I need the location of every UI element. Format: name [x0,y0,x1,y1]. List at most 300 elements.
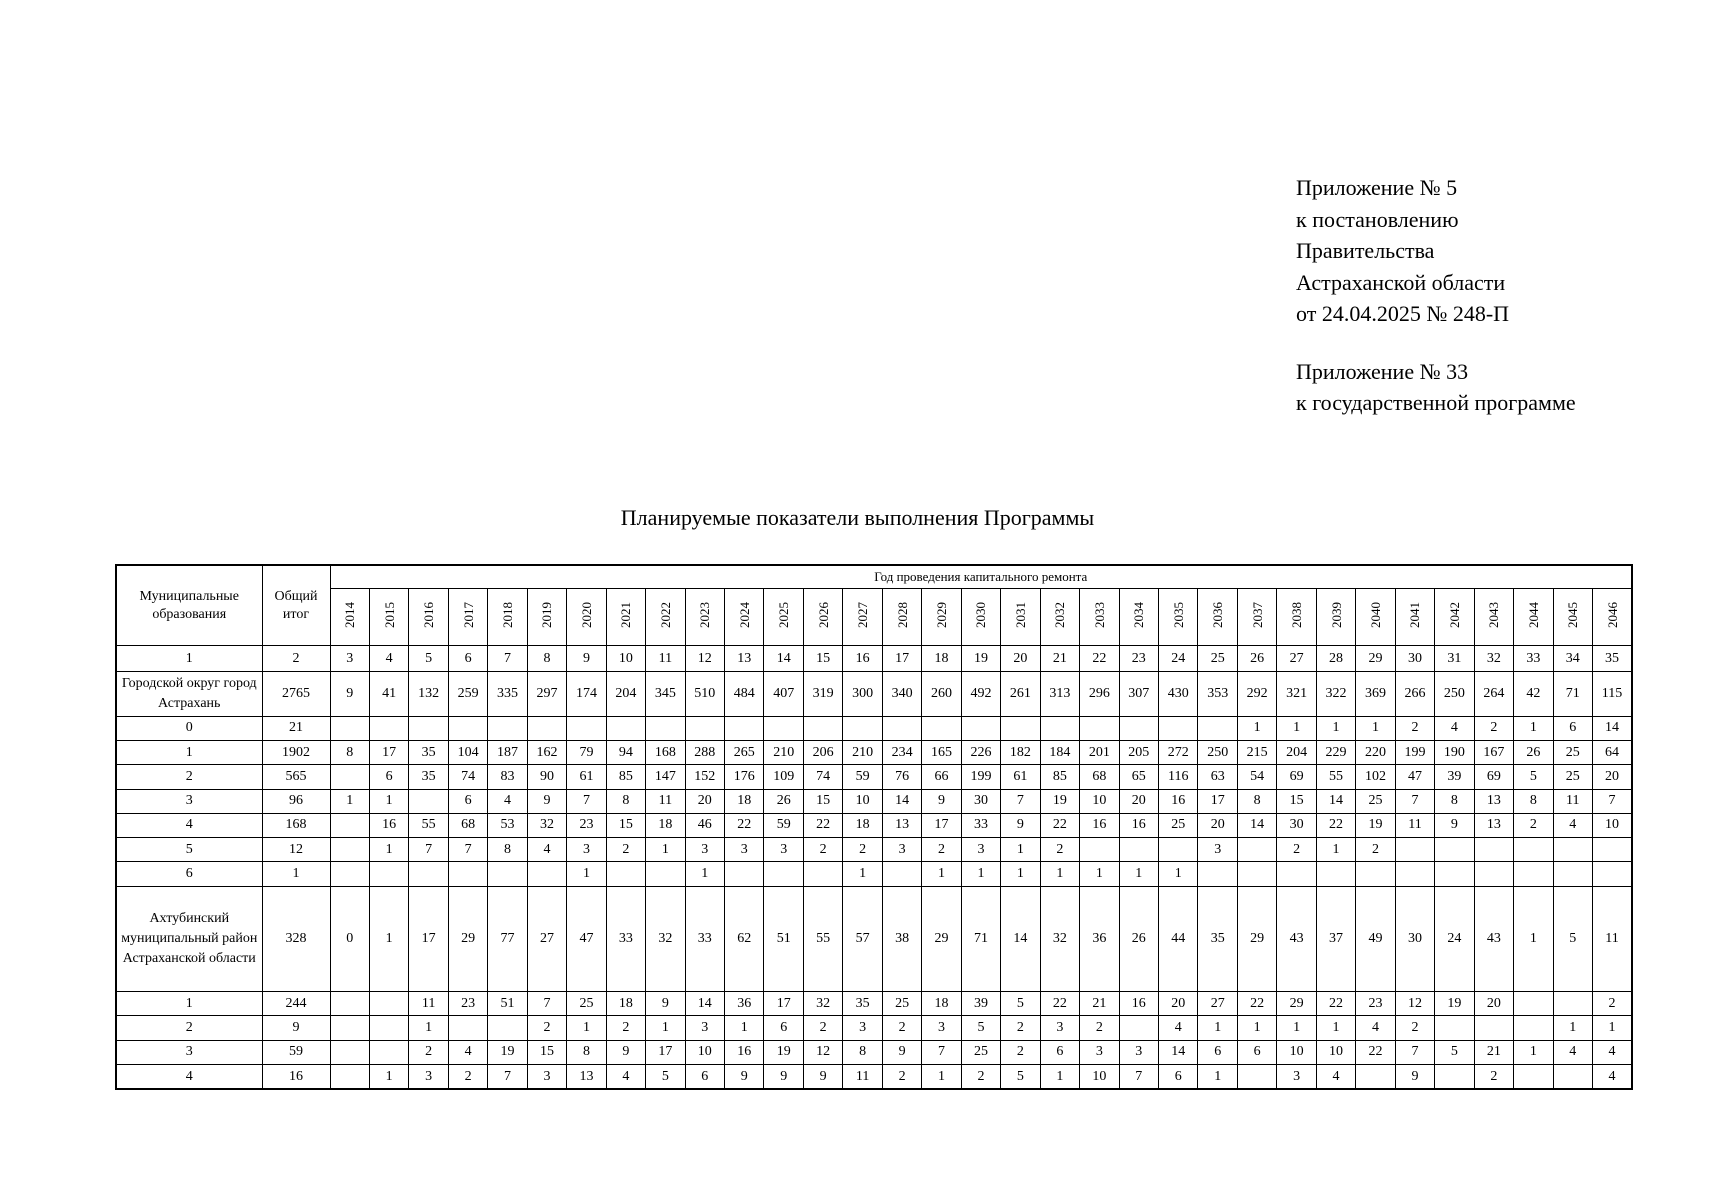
year-value-cell: 353 [1198,672,1237,717]
year-header-cell [1040,589,1079,646]
year-value-cell: 22 [725,813,764,837]
year-value-cell: 1 [1316,838,1355,862]
year-label: 2030 [973,601,989,628]
indicators-table [115,564,1633,1090]
year-value-cell: 2 [1395,716,1434,740]
year-value-cell: 1 [1159,862,1198,886]
year-value-cell [448,1016,487,1040]
year-value-cell: 20 [1474,992,1513,1016]
year-value-cell: 296 [1080,672,1119,717]
year-value-cell: 1 [922,1065,961,1089]
year-value-cell: 16 [369,813,408,837]
year-value-cell [685,716,724,740]
year-value-cell: 2 [1395,1016,1434,1040]
year-value-cell: 74 [448,765,487,789]
column-number-cell: 22 [1080,646,1119,672]
year-value-cell: 1 [1514,1040,1553,1064]
year-value-cell: 15 [803,789,842,813]
year-value-cell: 6 [1159,1065,1198,1089]
year-value-cell: 210 [843,740,882,764]
year-value-cell: 27 [1198,992,1237,1016]
year-value-cell: 22 [1237,992,1276,1016]
year-value-cell: 15 [527,1040,566,1064]
year-value-cell: 3 [725,838,764,862]
year-value-cell: 1 [1593,1016,1633,1040]
year-value-cell: 8 [567,1040,606,1064]
row-total: 565 [262,765,330,789]
year-value-cell: 20 [1119,789,1158,813]
year-value-cell: 260 [922,672,961,717]
year-value-cell: 8 [1435,789,1474,813]
year-value-cell: 1 [1514,886,1553,991]
table-row [116,1065,1632,1089]
year-value-cell: 32 [646,886,685,991]
year-value-cell: 6 [1198,1040,1237,1064]
municipality-total-row [116,672,1632,717]
header-gap [1296,330,1576,356]
year-value-cell: 41 [369,672,408,717]
year-value-cell: 2 [961,1065,1000,1089]
year-value-cell: 7 [448,838,487,862]
year-value-cell: 8 [488,838,527,862]
year-value-cell [330,862,369,886]
municipality-header: Муниципальные образования [116,565,262,646]
year-value-cell: 1 [1001,838,1040,862]
year-header-cell [369,589,408,646]
year-value-cell: 17 [764,992,803,1016]
column-number-cell: 35 [1593,646,1633,672]
year-value-cell [1514,838,1553,862]
year-value-cell: 2 [1356,838,1395,862]
year-value-cell [1435,862,1474,886]
year-value-cell: 201 [1080,740,1119,764]
column-number-cell: 14 [764,646,803,672]
year-value-cell: 30 [961,789,1000,813]
year-value-cell: 7 [527,992,566,1016]
table-row [116,813,1632,837]
year-value-cell [646,862,685,886]
year-value-cell: 4 [488,789,527,813]
year-value-cell: 6 [1237,1040,1276,1064]
year-value-cell: 14 [882,789,921,813]
year-value-cell: 0 [330,886,369,991]
year-value-cell: 32 [527,813,566,837]
year-header-cell [1356,589,1395,646]
year-header-cell [488,589,527,646]
column-number-cell: 29 [1356,646,1395,672]
year-value-cell: 25 [882,992,921,1016]
year-value-cell: 1 [1316,716,1355,740]
year-value-cell: 55 [803,886,842,991]
year-header-cell [1119,589,1158,646]
year-value-cell [1001,716,1040,740]
year-value-cell [1198,716,1237,740]
year-value-cell [330,765,369,789]
year-value-cell: 17 [1198,789,1237,813]
year-value-cell [725,716,764,740]
year-value-cell: 3 [882,838,921,862]
year-value-cell: 176 [725,765,764,789]
year-value-cell: 25 [961,1040,1000,1064]
year-value-cell [1435,1065,1474,1089]
year-value-cell: 2 [1277,838,1316,862]
column-number-cell: 16 [843,646,882,672]
year-value-cell: 1 [1198,1065,1237,1089]
year-value-cell [1553,838,1592,862]
year-header-cell [527,589,566,646]
year-value-cell: 35 [409,765,448,789]
year-value-cell: 2 [527,1016,566,1040]
year-label: 2026 [815,601,831,628]
row-total: 16 [262,1065,330,1089]
year-value-cell: 22 [1316,813,1355,837]
year-value-cell: 220 [1356,740,1395,764]
year-label: 2042 [1446,601,1462,628]
year-value-cell: 27 [527,886,566,991]
year-value-cell: 264 [1474,672,1513,717]
year-value-cell: 2 [1514,813,1553,837]
table-row [116,716,1632,740]
year-header-cell [922,589,961,646]
year-value-cell: 4 [1553,1040,1592,1064]
table-row [116,862,1632,886]
document-title: Планируемые показатели выполнения Программы [620,505,1095,530]
year-value-cell [1119,1016,1158,1040]
year-value-cell: 1 [1001,862,1040,886]
year-value-cell: 4 [1356,1016,1395,1040]
year-value-cell: 1 [1553,1016,1592,1040]
year-value-cell: 2 [882,1016,921,1040]
year-value-cell: 1 [567,862,606,886]
column-number-cell: 33 [1514,646,1553,672]
year-header-cell [567,589,606,646]
row-total: 9 [262,1016,330,1040]
year-value-cell: 12 [1395,992,1434,1016]
column-number-cell: 17 [882,646,921,672]
year-value-cell: 2 [1080,1016,1119,1040]
year-value-cell: 3 [922,1016,961,1040]
row-label: 1 [116,740,262,764]
row-total: 1902 [262,740,330,764]
year-value-cell: 1 [685,862,724,886]
year-value-cell [1277,862,1316,886]
year-value-cell: 292 [1237,672,1276,717]
header-row-years [116,589,1632,646]
year-value-cell: 6 [685,1065,724,1089]
years-header: Год проведения капитального ремонта [330,565,1632,589]
year-value-cell: 26 [1514,740,1553,764]
year-value-cell: 3 [961,838,1000,862]
year-value-cell [567,716,606,740]
row-total: 21 [262,716,330,740]
year-value-cell: 4 [1159,1016,1198,1040]
year-value-cell: 7 [1395,789,1434,813]
year-value-cell [803,862,842,886]
year-value-cell: 199 [961,765,1000,789]
year-value-cell: 6 [448,789,487,813]
column-number-cell: 9 [567,646,606,672]
year-value-cell: 47 [1395,765,1434,789]
year-value-cell [1198,862,1237,886]
year-label: 2019 [539,601,555,628]
column-number-cell: 13 [725,646,764,672]
year-value-cell: 85 [1040,765,1079,789]
year-value-cell [527,716,566,740]
year-value-cell [1514,1016,1553,1040]
year-value-cell: 102 [1356,765,1395,789]
year-header-cell [1001,589,1040,646]
year-value-cell: 204 [1277,740,1316,764]
year-header-cell [961,589,1000,646]
year-header-cell [409,589,448,646]
year-label: 2024 [736,601,752,628]
year-value-cell: 8 [606,789,645,813]
year-value-cell: 13 [882,813,921,837]
year-value-cell [1474,838,1513,862]
year-value-cell: 25 [1553,740,1592,764]
year-label: 2034 [1131,601,1147,628]
year-label: 2018 [500,601,516,628]
year-value-cell: 5 [1435,1040,1474,1064]
year-value-cell: 16 [1080,813,1119,837]
year-label: 2037 [1249,601,1265,628]
year-value-cell: 55 [1316,765,1355,789]
year-value-cell: 1 [369,838,408,862]
year-value-cell [803,716,842,740]
year-value-cell: 9 [882,1040,921,1064]
year-value-cell [1040,716,1079,740]
year-value-cell: 26 [764,789,803,813]
column-number-cell: 31 [1435,646,1474,672]
year-value-cell: 2 [1474,716,1513,740]
year-value-cell: 2 [1474,1065,1513,1089]
table-row [116,789,1632,813]
year-value-cell: 77 [488,886,527,991]
year-value-cell: 266 [1395,672,1434,717]
year-value-cell: 25 [1159,813,1198,837]
year-value-cell [330,1040,369,1064]
year-header-cell [448,589,487,646]
year-value-cell: 2 [803,838,842,862]
year-value-cell: 20 [685,789,724,813]
year-header-cell [1514,589,1553,646]
year-value-cell [448,716,487,740]
year-value-cell: 5 [1514,765,1553,789]
row-label: 1 [116,992,262,1016]
year-value-cell [1080,838,1119,862]
column-number-cell: 4 [369,646,408,672]
row-total: 244 [262,992,330,1016]
year-value-cell: 182 [1001,740,1040,764]
year-value-cell: 1 [961,862,1000,886]
year-value-cell: 2 [409,1040,448,1064]
year-value-cell: 35 [409,740,448,764]
year-value-cell: 26 [1119,886,1158,991]
year-value-cell: 29 [1237,886,1276,991]
year-value-cell: 53 [488,813,527,837]
year-value-cell: 3 [409,1065,448,1089]
year-label: 2044 [1525,601,1541,628]
year-label: 2022 [657,601,673,628]
year-value-cell [1237,862,1276,886]
year-value-cell: 12 [803,1040,842,1064]
year-value-cell: 229 [1316,740,1355,764]
year-value-cell: 22 [803,813,842,837]
year-value-cell: 1 [369,886,408,991]
year-label: 2045 [1565,601,1581,628]
year-value-cell [488,862,527,886]
year-value-cell: 33 [961,813,1000,837]
year-header-cell [1593,589,1633,646]
year-label: 2035 [1170,601,1186,628]
table-row [116,1016,1632,1040]
year-value-cell [922,716,961,740]
year-value-cell [330,1016,369,1040]
row-label: 5 [116,838,262,862]
year-value-cell: 190 [1435,740,1474,764]
column-number-cell: 5 [409,646,448,672]
year-value-cell [1553,862,1592,886]
year-value-cell [409,862,448,886]
year-value-cell: 25 [1356,789,1395,813]
year-label: 2032 [1052,601,1068,628]
year-value-cell: 430 [1159,672,1198,717]
year-value-cell: 2 [606,838,645,862]
year-value-cell: 14 [1159,1040,1198,1064]
year-label: 2027 [855,601,871,628]
year-header-cell [1277,589,1316,646]
year-header-cell [803,589,842,646]
year-value-cell: 20 [1593,765,1633,789]
year-value-cell: 33 [685,886,724,991]
year-header-cell [1198,589,1237,646]
year-value-cell: 3 [764,838,803,862]
year-value-cell: 510 [685,672,724,717]
year-value-cell: 307 [1119,672,1158,717]
row-label: Городской округ город Астрахань [116,672,262,717]
year-value-cell [409,789,448,813]
row-label: Ахтубинский муниципальный район Астраханской области [116,886,262,991]
year-value-cell: 259 [448,672,487,717]
column-number-cell: 24 [1159,646,1198,672]
year-value-cell: 2 [1593,992,1633,1016]
year-value-cell: 11 [843,1065,882,1089]
year-value-cell: 9 [606,1040,645,1064]
year-value-cell: 2 [1040,838,1079,862]
year-value-cell: 17 [922,813,961,837]
year-value-cell: 265 [725,740,764,764]
year-header-cell [1435,589,1474,646]
year-value-cell: 65 [1119,765,1158,789]
year-value-cell [1435,838,1474,862]
year-value-cell [488,1016,527,1040]
year-header-cell [764,589,803,646]
table-row [116,838,1632,862]
year-value-cell: 10 [1080,1065,1119,1089]
year-value-cell: 4 [1553,813,1592,837]
year-value-cell [882,716,921,740]
year-value-cell: 3 [1198,838,1237,862]
column-number-cell: 30 [1395,646,1434,672]
year-value-cell: 1 [1514,716,1553,740]
year-value-cell: 16 [1119,813,1158,837]
year-value-cell: 7 [409,838,448,862]
year-value-cell: 76 [882,765,921,789]
year-value-cell: 234 [882,740,921,764]
year-value-cell: 25 [1553,765,1592,789]
year-value-cell: 1 [369,1065,408,1089]
year-value-cell: 8 [843,1040,882,1064]
year-value-cell: 10 [843,789,882,813]
year-value-cell: 8 [1514,789,1553,813]
appendix-header [1296,172,1576,419]
column-number-cell: 3 [330,646,369,672]
year-value-cell: 3 [685,1016,724,1040]
year-value-cell: 7 [488,1065,527,1089]
year-value-cell: 1 [330,789,369,813]
year-value-cell: 250 [1198,740,1237,764]
year-value-cell: 6 [1553,716,1592,740]
year-value-cell: 59 [843,765,882,789]
year-value-cell: 10 [685,1040,724,1064]
year-value-cell: 300 [843,672,882,717]
year-value-cell: 1 [646,1016,685,1040]
year-value-cell: 51 [764,886,803,991]
year-value-cell: 1 [1198,1016,1237,1040]
year-value-cell [448,862,487,886]
column-number-cell: 25 [1198,646,1237,672]
year-value-cell: 46 [685,813,724,837]
year-value-cell: 63 [1198,765,1237,789]
year-value-cell [1474,1016,1513,1040]
year-value-cell: 5 [1001,992,1040,1016]
year-value-cell: 18 [606,992,645,1016]
year-value-cell: 38 [882,886,921,991]
header-line: Приложение № 33 [1296,358,1469,384]
year-value-cell: 11 [646,789,685,813]
year-value-cell: 11 [1553,789,1592,813]
year-value-cell: 7 [1119,1065,1158,1089]
year-value-cell: 4 [1593,1065,1633,1089]
year-value-cell: 22 [1316,992,1355,1016]
year-value-cell: 14 [1237,813,1276,837]
year-value-cell: 18 [725,789,764,813]
year-value-cell: 23 [1356,992,1395,1016]
year-value-cell [369,716,408,740]
year-label: 2046 [1604,601,1620,628]
year-value-cell: 3 [527,1065,566,1089]
column-number-cell: 20 [1001,646,1040,672]
year-value-cell: 2 [882,1065,921,1089]
row-label: 2 [116,765,262,789]
year-value-cell [488,716,527,740]
column-number-cell: 21 [1040,646,1079,672]
year-value-cell: 1 [1316,1016,1355,1040]
year-value-cell: 5 [1553,886,1592,991]
year-value-cell: 345 [646,672,685,717]
year-value-cell: 85 [606,765,645,789]
header-line: Приложение № 5 [1296,175,1458,200]
year-value-cell: 23 [567,813,606,837]
year-value-cell [369,1040,408,1064]
year-value-cell: 35 [1198,886,1237,991]
year-value-cell: 83 [488,765,527,789]
year-value-cell: 15 [1277,789,1316,813]
year-value-cell [330,838,369,862]
year-value-cell: 61 [567,765,606,789]
year-value-cell: 2 [1001,1040,1040,1064]
column-number-cell: 2 [262,646,330,672]
